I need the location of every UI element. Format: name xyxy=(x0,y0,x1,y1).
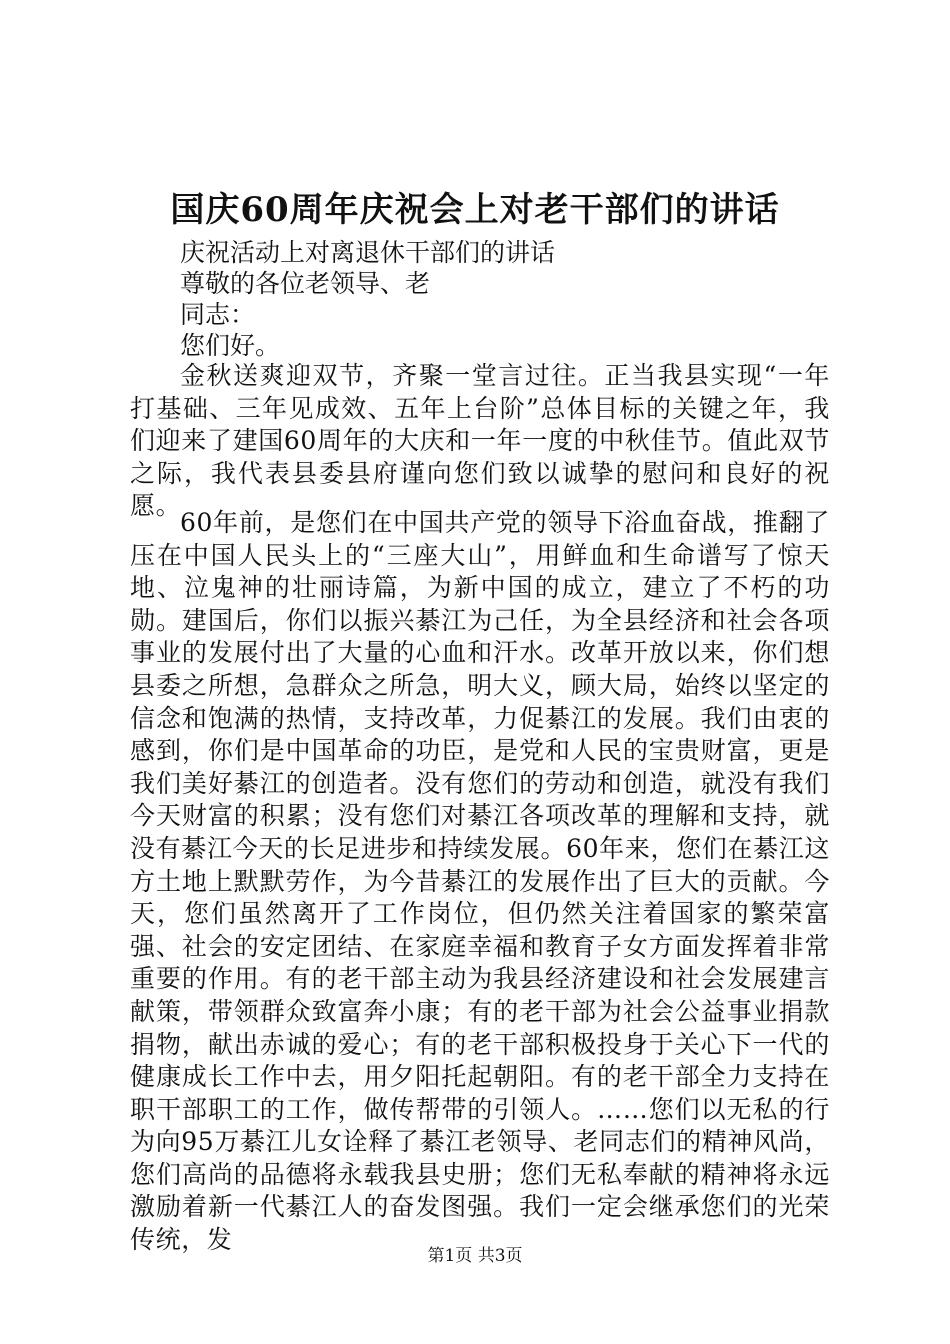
subtitle-line: 庆祝活动上对离退休干部们的讲话 xyxy=(180,238,556,267)
salutation-line-1: 尊敬的各位老领导、老 xyxy=(180,269,431,298)
document-title: 国庆60周年庆祝会上对老干部们的讲话 xyxy=(170,190,780,230)
greeting-line: 您们好。 xyxy=(180,331,281,360)
page-footer: 第1页 共3页 xyxy=(427,1246,523,1266)
opening-block xyxy=(180,237,820,361)
salutation-line-2: 同志： xyxy=(180,300,256,329)
body-paragraph-1: 金秋送爽迎双节，齐聚一堂言过往。正当我县实现“一年打基础、三年见成效、五年上台阶”总体目标的关键之年，我们迎来了建国60周年的大庆和一年一度的中秋佳节。值此双节之际，我代表县委县府谨向您们致以诚挚的慰问和良好的祝愿。 xyxy=(130,361,830,521)
body-paragraph-2: 60年前，是您们在中国共产党的领导下浴血奋战，推翻了压在中国人民头上的“三座大山”，用鲜血和生命谱写了惊天地、泣鬼神的壮丽诗篇，为新中国的成立，建立了不朽的功勋。建国后，你们以振兴綦江为己任，为全县经济和社会各项事业的发展付出了大量的心血和汗水。改革开放以来，你们想县委之所想，急群众之所急，明大义，顾大局，始终以坚定的信念和饱满的热情，支持改革，力促綦江的发展。我们由衷的感到，你们是中国革命的功臣，是党和人民的宝贵财富，更是我们美好綦江的创造者。没有您们的劳动和创造，就没有我们今天财富的积累；没有您们对綦江各项改革的理解和支持，就没有綦江今天的长足进步和持续发展。60年来，您们在綦江这方土地上默默劳作，为今昔綦江的发展作出了巨大的贡献。今天，您们虽然离开了工作岗位，但仍然关注着国家的繁荣富强、社会的安定团结、在家庭幸福和教育子女方面发挥着非常重要的作用。有的老干部主动为我县经济建设和社会发展建言献策，带领群众致富奔小康；有的老干部为社会公益事业捐款捐物，献出赤诚的爱心；有的老干部积极投身于关心下一代的健康成长工作中去，用夕阳托起朝阳。有的老干部全力支持在职干部职工的工作，做传帮带的引领人。……您们以无私的行为向95万綦江儿女诠释了綦江老领导、老同志们的精神风尚，您们高尚的品德将永载我县史册；您们无私奉献的精神将永远激励着新一代綦江人的奋发图强。我们一定会继承您们的光荣传统，发 xyxy=(130,508,830,1255)
